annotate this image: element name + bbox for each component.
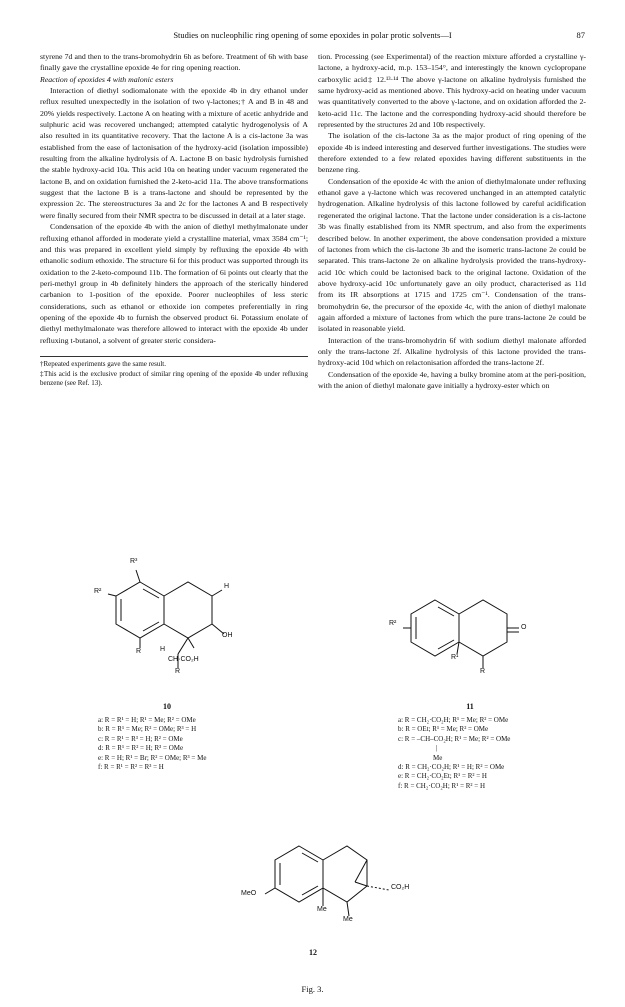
label-r2: R² [94, 588, 102, 595]
label-h-top: H [224, 583, 230, 590]
label-r2: R² [389, 620, 397, 627]
label-me-2: Me [343, 916, 353, 923]
substituent-row: d: R = R¹ = R² = H; R³ = OMe [98, 744, 184, 753]
substituent-row: c: R = R¹ = R³ = H; R² = OMe [98, 734, 183, 743]
substituent-row: a: R = R¹ = H; R¹ = Me; R² = OMe [98, 716, 196, 724]
label-co2h: CO₂H [391, 884, 410, 891]
paragraph: Interaction of diethyl sodiomalonate with the epoxide 4b in dry ethanol under reflux resulted unexpectedly in the isolation of two γ-lactones;† A and B in 48 and 20% yields respectively. Lactone A on heating with a mixture of acetic anhydride and sulphuric acid was recovered unchanged; attempted catalytic hydrogenolysis of A also resulted in its quantitative recovery. That the lactone A is a cis-lactone 3a was established from the ease of lactonisation of the hydroxy-acid (isolation impossible) resulting from the alkaline hydrolysis of A. Lactone B on basic hydrolysis furnished the stable hydroxy-acid 10a. This acid 10a on heating under vacuum regenerated the lactone B, and on oxidation furnished the 2-keto-acid 11a. The above transformations suggest that the lactone B is a trans-lactone and should be represented by the expression 2c. The stereostructures 3a and 2c for the lactones A and B respectively were finally secured from their NMR spectra to be discussed in detail at a later stage. [40, 86, 308, 220]
figure-caption: Fig. 3. [301, 984, 324, 994]
structure-11-drawing [395, 586, 545, 686]
substituent-row: | [436, 744, 438, 753]
label-r-bottom: R [175, 668, 181, 675]
substituent-row: d: R = CH₂·CO₂H; R¹ = H; R² = OMe [398, 763, 505, 772]
label-r: R [136, 648, 142, 655]
compound-number-12: 12 [309, 948, 317, 957]
structure-10-drawing [102, 560, 272, 690]
substituent-row: b: R = R¹ = Me; R² = OMe; R³ = H [98, 725, 197, 734]
paragraph: Interaction of the trans-bromohydrin 6f with sodium diethyl malonate afforded only the trans-lactone 2f. Alkaline hydrolysis of this lactone provided the trans-hydroxy-acid 10d which on relactonisation afforded the trans-lactone 2f. [318, 335, 586, 368]
footnote: ‡This acid is the exclusive product of similar ring opening of the epoxide 4b under refluxing benzene (see Ref. 13). [40, 369, 308, 388]
substituent-row: e: R = H; R¹ = Br; R² = OMe; R³ = Me [98, 753, 207, 762]
structure-12 [241, 828, 415, 948]
substituent-row: f: R = R¹ = R² = R³ = H [98, 763, 164, 772]
running-head [40, 30, 585, 44]
substituent-row: c: R = –CH–CO₂H; R¹ = Me; R² = OMe [398, 734, 511, 743]
label-me-1: Me [317, 906, 327, 913]
right-column [318, 51, 586, 391]
structure-10 [94, 558, 272, 690]
substituent-row: e: R = CH₂·CO₂Et; R¹ = R² = H [398, 772, 487, 781]
label-ch-co2h: CH·CO₂H [168, 656, 199, 663]
substituent-row: f: R = CH₂·CO₂H; R¹ = R² = H [398, 781, 486, 790]
paragraph: tion. Processing (see Experimental) of the reaction mixture afforded a crystalline γ-lactone, a hydroxy-acid, m.p. 153–154°, and interestingly the known cyclopropane carboxylic acid‡ 12.¹³·¹⁴ The above γ-lactone on alkaline hydrolysis furnished the same hydroxy-acid as mentioned above. This hydroxy-acid on heating under vacuum was quantitatively converted to the above γ-lactone, and on oxidation afforded the 2-keto-acid 11c. The lactone and the corresponding hydroxy-acid should therefore be represented by the structures 2d and 10b respectively. [318, 52, 586, 130]
substituent-row: a: R = CH₂·CO₂H; R¹ = Me; R² = OMe [398, 716, 509, 724]
footnotes [40, 356, 308, 389]
substituent-row: b: R = OEt; R¹ = Me; R² = OMe [398, 725, 489, 734]
page-number: 87 [576, 30, 585, 40]
compound-number-11: 11 [466, 702, 474, 711]
left-column [40, 51, 308, 389]
substituent-list-10 [98, 716, 206, 772]
compound-number-10: 10 [163, 702, 171, 711]
substituent-row: Me [433, 753, 443, 762]
structure-11 [389, 586, 545, 686]
paragraph: Condensation of the epoxide 4b with the anion of diethyl methylmalonate under refluxing ethanol afforded in moderate yield a crystalline material, νmax 3584 cm⁻¹; and this was prepared in excellent yield simply by refluxing the epoxide 4b with ethanolic sodium ethoxide. The structure 6i for this product was supported through its oxidation to the 2-keto-compound 11b. The formation of 6i points out clearly that the peri-methyl group in 4b definitely hinders the approach of the sterically hindered carbanion to 1-position of the epoxide. Poorer nucleophiles of less steric considerations, such as ethanol or ethoxide ion competes preferentially in ring opening of the epoxide 4b to furnish the observed product 6i. Potassium enolate of diethyl methylmalonate was therefore allowed to interact with the epoxide 4b under refluxing t-butanol, a solvent of greater steric considera- [40, 222, 308, 345]
label-h-mid: H [160, 646, 166, 653]
figure-3 [40, 556, 585, 996]
paragraph: Condensation of the epoxide 4c with the anion of diethylmalonate under refluxing ethanol gave a γ-lactone which was recovered unchanged in an attempted catalytic hydrogenation. Alkaline hydrolysis of this lactone followed by careful acidification regenerated the original lactone. That the lactone under consideration is a cis-lactone 3b was finally established from its NMR spectrum, and also from the experiments described below. In another experiment, the above condensation provided a mixture of lactones from which the cis-lactone 3b and the isomeric trans-lactone 2e could be separated. This trans-lactone 2e on alkaline hydrolysis provided the trans-hydroxy-acid 10c which could be lactonised back to the original lactone. Oxidation of the above hydroxy-acid 10c unfortunately gave an oily product, characterised as 11d from its IR absorptions at 1715 and 1725 cm⁻¹. Condensation of the trans-bromohydrin 6e, the precursor of the epoxide 4c, with the anion of diethyl malonate again afforded a mixture of lactones from which the pure trans-lactone 2e could be isolated in reasonable yield. [318, 176, 586, 334]
paragraph: Condensation of the epoxide 4e, having a bulky bromine atom at the peri-position, with the anion of diethyl malonate gave initially a hydroxy-ester which on [318, 369, 586, 390]
running-title: Studies on nucleophilic ring opening of some epoxides in polar protic solvents—I [173, 30, 452, 40]
label-r1: R¹ [451, 654, 459, 661]
label-r: R [480, 668, 486, 675]
footnote: †Repeated experiments gave the same result. [40, 359, 166, 368]
label-r3: R³ [130, 558, 138, 565]
section-heading: Reaction of epoxides 4 with malonic esters [40, 74, 174, 84]
label-o: O [521, 624, 527, 631]
label-oh: OH [222, 632, 233, 639]
label-meo: MeO [241, 890, 257, 897]
paragraph: The isolation of the cis-lactone 3a as the major product of ring opening of the epoxide 4b is indeed interesting and deserved further investigations. The studies were therefore extended to a few related epoxides having different substituents in the benzene ring. [318, 131, 586, 175]
substituent-list-11 [398, 716, 510, 791]
paragraph: styrene 7d and then to the trans-bromohydrin 6h as before. Treatment of 6h with base finally gave the crystalline epoxide 4e for ring opening reaction. [40, 52, 308, 73]
